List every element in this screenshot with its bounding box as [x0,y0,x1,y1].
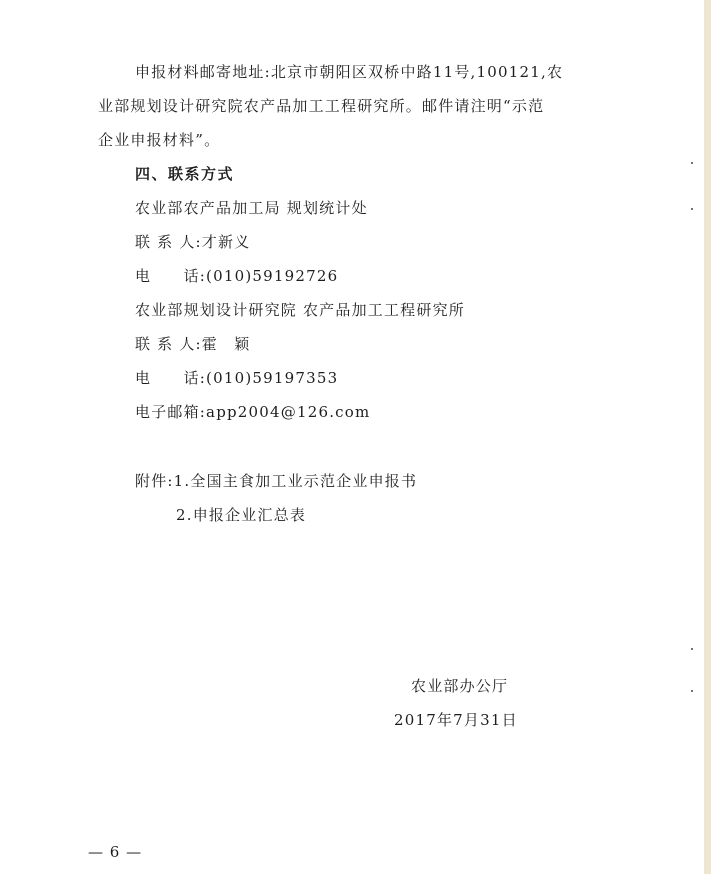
scan-mark [691,208,693,210]
signature-date: 2017年7月31日 [394,711,518,729]
scan-mark [691,690,693,692]
contact-line-6: 电 话:(010)59197353 [135,369,339,387]
scan-mark [691,648,693,650]
contact-line-1: 农业部农产品加工局 规划统计处 [135,199,368,217]
signature-org: 农业部办公厅 [411,677,509,695]
attachment-line-2: 2.申报企业汇总表 [176,506,307,524]
page-number: — 6 — [88,843,143,861]
contact-line-5: 联 系 人:霍 颖 [135,335,251,353]
section-heading: 四、联系方式 [135,165,235,183]
contact-line-4: 农业部规划设计研究院 农产品加工工程研究所 [135,301,465,319]
contact-line-2: 联 系 人:才新义 [135,233,251,251]
attachment-line-1: 附件:1.全国主食加工业示范企业申报书 [135,472,418,490]
scan-mark [691,162,693,164]
body-line-3: 企业申报材料”。 [98,131,221,149]
contact-line-7: 电子邮箱:app2004@126.com [135,403,371,421]
contact-line-3: 电 话:(010)59192726 [135,267,339,285]
body-line-2: 业部规划设计研究院农产品加工工程研究所。邮件请注明“示范 [98,97,545,115]
body-line-1: 申报材料邮寄地址:北京市朝阳区双桥中路11号,100121,农 [135,63,564,81]
page-edge-strip [704,0,711,874]
